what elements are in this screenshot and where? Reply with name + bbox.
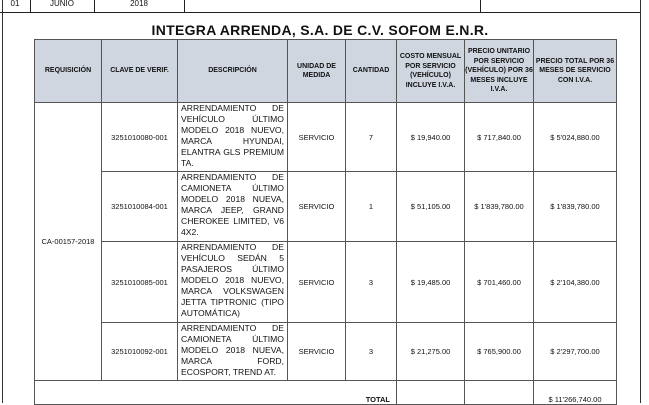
header-requisicion: REQUISICIÓN (35, 40, 102, 103)
monthly-cost-cell: $ 21,275.00 (397, 323, 465, 381)
monthly-cost-cell: $ 19,940.00 (397, 103, 465, 172)
monthly-cost-cell: $ 51,105.00 (397, 172, 465, 242)
total-row (35, 381, 617, 405)
quantity-cell: 3 (346, 242, 397, 323)
quantity-cell: 1 (346, 172, 397, 242)
unit-price-cell: $ 765,900.00 (465, 323, 534, 381)
unit-cell: SERVICIO (288, 172, 346, 242)
unit-cell: SERVICIO (288, 242, 346, 323)
total-value: $ 11'266,740.00 (534, 381, 617, 405)
description-cell: ARRENDAMIENTO DE VEHÍCULO ÚLTIMO MODELO 2018 NUEVO, MARCA HYUNDAI, ELANTRA GLS PREMIUM TA. (178, 103, 288, 172)
table-row (35, 323, 617, 381)
clave-cell: 3251010092-001 (102, 323, 178, 381)
table-row (35, 242, 617, 323)
total-price-cell: $ 2'297,700.00 (534, 323, 617, 381)
page-edge (640, 0, 641, 403)
document-title: INTEGRA ARRENDA, S.A. DE C.V. SOFOM E.N.R. (151, 22, 489, 38)
quantity-cell: 7 (346, 103, 397, 172)
date-year: 2018 (94, 0, 185, 12)
header-row (35, 40, 617, 103)
date-day: 01 (0, 0, 31, 12)
quotation-table (34, 39, 617, 405)
total-blank-cell (465, 381, 534, 405)
unit-price-cell: $ 1'839,780.00 (465, 172, 534, 242)
header-precio-unitario: PRECIO UNITARIO POR SERVICIO (VEHÍCULO) POR 36 MESES INCLUYE I.V.A. (465, 40, 534, 103)
description-cell: ARRENDAMIENTO DE CAMIONETA ÚLTIMO MODELO 2018 NUEVA, MARCA JEEP, GRAND CHEROKEE LIMITED, V6 4X2. (178, 172, 288, 242)
monthly-cost-cell: $ 19,485.00 (397, 242, 465, 323)
unit-cell: SERVICIO (288, 323, 346, 381)
unit-cell: SERVICIO (288, 103, 346, 172)
header-costo: COSTO MENSUAL POR SERVICIO (VEHÍCULO) INCLUYE I.V.A. (397, 40, 465, 103)
total-price-cell: $ 1'839,780.00 (534, 172, 617, 242)
page-edge (2, 0, 3, 403)
table-row (35, 103, 617, 172)
date-divider (480, 0, 481, 12)
unit-price-cell: $ 701,460.00 (465, 242, 534, 323)
header-cantidad: CANTIDAD (346, 40, 397, 103)
description-cell: ARRENDAMIENTO DE VEHÍCULO SEDÁN 5 PASAJEROS ÚLTIMO MODELO 2018 NUEVO, MARCA VOLKSWAGEN JETTA TIPTRONIC (TIPO AUTOMÁTICA) (178, 242, 288, 323)
total-label: TOTAL (35, 381, 397, 405)
clave-cell: 3251010080-001 (102, 103, 178, 172)
unit-price-cell: $ 717,840.00 (465, 103, 534, 172)
header-unidad: UNIDAD DE MEDIDA (288, 40, 346, 103)
header-descripcion: DESCRIPCIÓN (178, 40, 288, 103)
requisicion-number: CA-00157-2018 (35, 103, 102, 381)
total-blank-cell (397, 381, 465, 405)
quantity-cell: 3 (346, 323, 397, 381)
date-month: JUNIO (30, 0, 95, 12)
total-price-cell: $ 5'024,880.00 (534, 103, 617, 172)
date-strip (0, 0, 640, 13)
total-price-cell: $ 2'104,380.00 (534, 242, 617, 323)
description-cell: ARRENDAMIENTO DE CAMIONETA ÚLTIMO MODELO 2018 NUEVA, MARCA FORD, ECOSPORT, TREND AT. (178, 323, 288, 381)
header-clave: CLAVE DE VERIF. (102, 40, 178, 103)
clave-cell: 3251010085-001 (102, 242, 178, 323)
clave-cell: 3251010084-001 (102, 172, 178, 242)
table-row (35, 172, 617, 242)
header-precio-total: PRECIO TOTAL POR 36 MESES DE SERVICIO CON I.V.A. (534, 40, 617, 103)
